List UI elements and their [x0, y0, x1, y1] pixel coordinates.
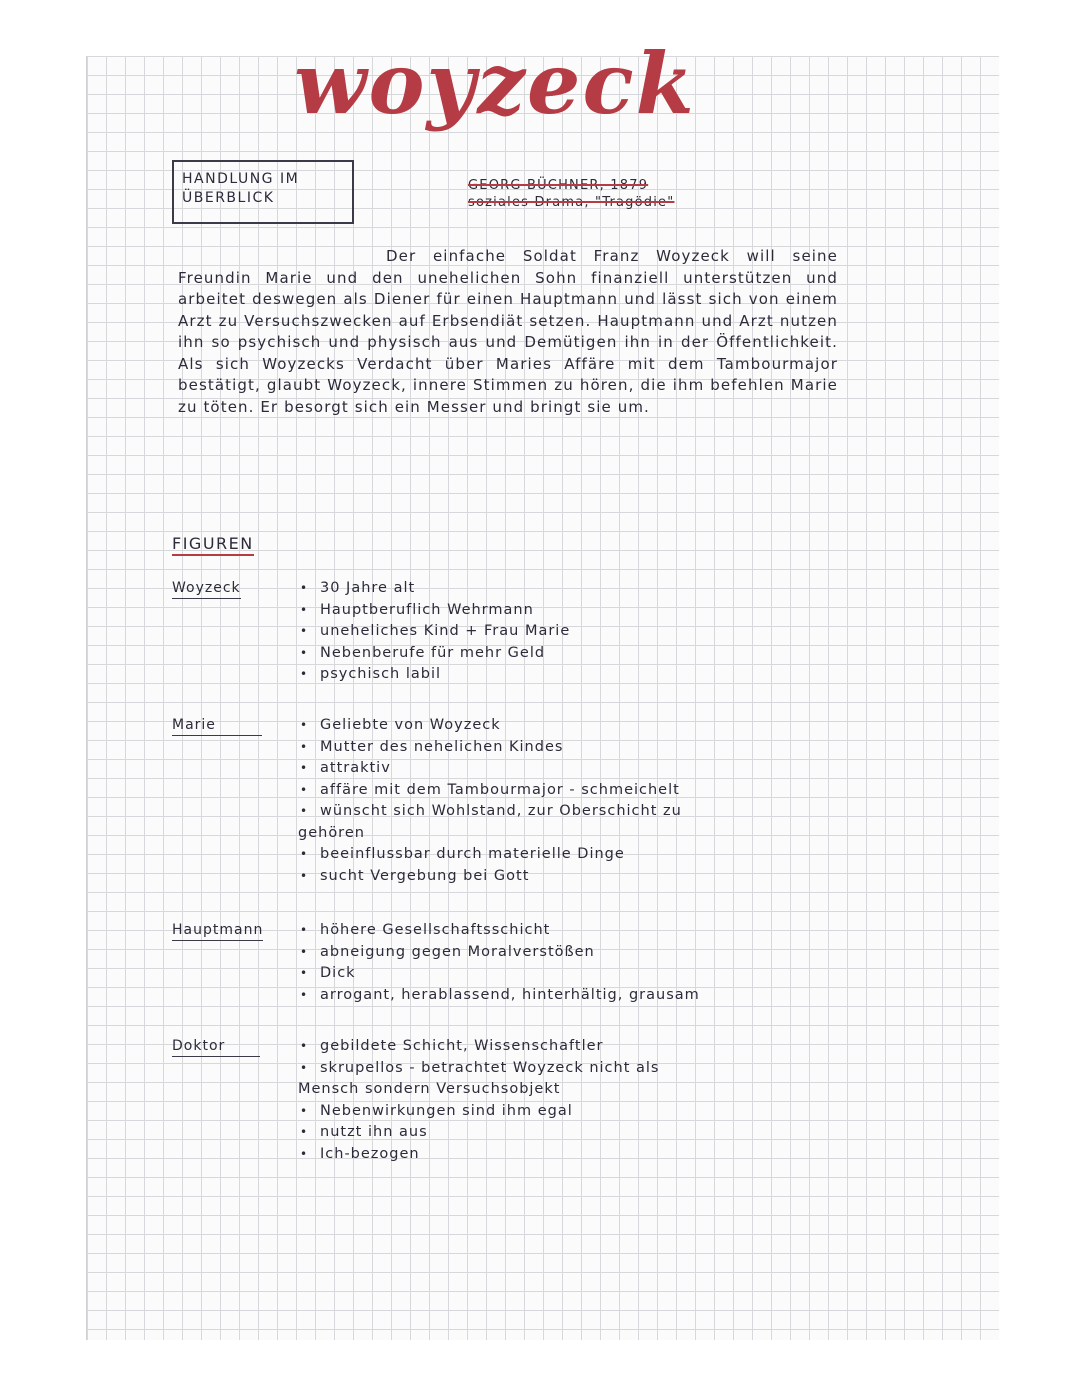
character-name-doktor: Doktor [172, 1038, 260, 1057]
list-item: • uneheliches Kind + Frau Marie [298, 621, 570, 643]
list-item: • beeinflussbar durch materielle Dinge [298, 844, 682, 866]
list-item: • sucht Vergebung bei Gott [298, 866, 682, 888]
trait-list-doktor [298, 1036, 659, 1165]
list-item: • Geliebte von Woyzeck [298, 715, 682, 737]
list-item: • Nebenberufe für mehr Geld [298, 643, 570, 665]
list-item-continuation: Mensch sondern Versuchsobjekt [298, 1081, 561, 1097]
list-item: • höhere Gesellschaftsschicht [298, 920, 700, 942]
list-item: • Hauptberuflich Wehrmann [298, 600, 570, 622]
box-line-1: HANDLUNG IM [182, 171, 300, 187]
box-line-2: ÜBERBLICK [182, 189, 275, 206]
trait-list-woyzeck [298, 578, 570, 686]
genre-line: soziales Drama, "Tragödie" [468, 194, 675, 210]
list-item: • psychisch labil [298, 664, 570, 686]
list-item: • 30 Jahre alt [298, 578, 570, 600]
trait-list-marie [298, 715, 682, 887]
list-item: • abneigung gegen Moralverstößen [298, 942, 700, 964]
list-item: • nutzt ihn aus [298, 1122, 659, 1144]
character-name-marie: Marie [172, 717, 262, 736]
list-item: • wünscht sich Wohlstand, zur Oberschicht zu [298, 801, 682, 823]
page-title: woyzeck [294, 34, 696, 133]
list-item: • skrupellos - betrachtet Woyzeck nicht als [298, 1058, 659, 1080]
list-item: • arrogant, herablassend, hinterhältig, grausam [298, 985, 700, 1007]
list-item-continuation: gehören [298, 824, 365, 841]
trait-list-hauptmann [298, 920, 700, 1006]
list-item: • Mutter des nehelichen Kindes [298, 737, 682, 759]
character-name-woyzeck: Woyzeck [172, 580, 241, 599]
character-name-hauptmann: Hauptmann [172, 922, 263, 941]
author-line: GEORG BÜCHNER, 1879 [468, 178, 649, 193]
list-item: • gebildete Schicht, Wissenschaftler [298, 1036, 659, 1058]
list-item: • Ich-bezogen [298, 1144, 659, 1166]
section-box-handlung [172, 160, 354, 224]
plot-summary: Der einfache Soldat Franz Woyzeck will seine Freundin Marie und den unehelichen Sohn finanziell unterstützen und arbeitet deswegen als Diener für einen Hauptmann und lässt sich von einem Arzt zu Versuchszwecken auf Erbsendiät setzen. Hauptmann und Arzt nutzen ihn so psychisch und physisch aus und Demütigen ihn in der Öffentlichkeit. Als sich Woyzecks Verdacht über Maries Affäre mit dem Tambourmajor bestätigt, glaubt Woyzeck, innere Stimmen zu hören, die ihm befehlen Marie zu töten. Er besorgt sich ein Messer und bringt sie um. [178, 247, 838, 416]
author-info [468, 178, 674, 212]
figuren-heading: FIGUREN [172, 534, 254, 556]
list-item: • attraktiv [298, 758, 682, 780]
list-item: • affäre mit dem Tambourmajor - schmeichelt [298, 780, 682, 802]
list-item: • Nebenwirkungen sind ihm egal [298, 1101, 659, 1123]
list-item: • Dick [298, 963, 700, 985]
